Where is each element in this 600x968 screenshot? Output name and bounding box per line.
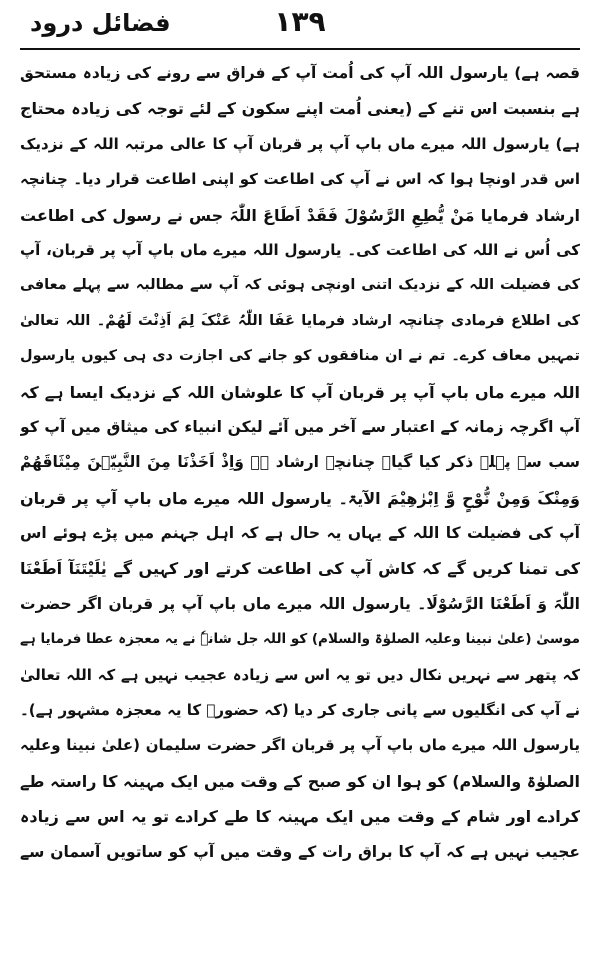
text-line: کی تمنا کریں گے کہ کاش آپ کی اطاعت کرتے اور کہیں گے یٰلَیْتَنَآ اَطَعْنَا [20, 559, 580, 579]
running-title: فضائل درود [30, 9, 171, 37]
text-line: وَمِنْکَ وَمِنْ نُّوْحٍ وَّ اِبْرٰھِیْمَ الآیۃ۔ یارسول اللہ میرے ماں باپ آپ پر قربان [20, 488, 580, 508]
text-line: موسیٰ (علیٰ نبینا وعلیہ الصلوٰۃ والسلام) کو اللہ جل شانہٗ نے یہ معجزہ عطا فرمایا ہے [20, 631, 580, 648]
page-header [20, 0, 580, 52]
text-line: اللہ میرے ماں باپ آپ پر قربان آپ کا علوشان اللہ کے نزدیک ایسا ہے کہ [20, 382, 580, 402]
text-line: قصہ ہے) یارسول اللہ آپ کی اُمت آپ کے فراق سے رونے کی زیادہ مستحق [20, 64, 580, 82]
text-line: آپ اگرچہ زمانہ کے اعتبار سے آخر میں آئے لیکن انبیاء کی میثاق میں آپ کو [20, 417, 580, 436]
text-line: کی اطلاع فرمادی چنانچہ ارشاد فرمایا عَفَا اللّٰہُ عَنْکَ لِمَ اَذِنْتَ لَھُمْ۔ اللہ تعالیٰ [20, 312, 580, 329]
text-line: ہے بنسبت اس تنے کے (یعنی اُمت اپنے سکون کے لئے توجہ کی زیادہ محتاج [20, 99, 580, 119]
page-number: ١٣٩ [274, 5, 326, 38]
text-line: الصلوٰۃ والسلام) کو ہوا ان کو صبح کے وقت میں ایک مہینہ کا راستہ طے [20, 771, 580, 791]
text-line: اس قدر اونچا ہوا کہ اس نے آپ کی اطاعت کو اپنی اطاعت قرار دیا۔ چنانچہ [20, 170, 580, 189]
text-line: یارسول اللہ میرے ماں باپ آپ پر قربان اگر حضرت سلیمان (علیٰ نبینا وعلیہ [20, 736, 580, 755]
text-line: ارشاد فرمایا مَنْ یُّطِعِ الرَّسُوْلَ فَقَدْ اَطَاعَ اللّٰہَ جس نے رسول کی اطاعت [20, 205, 580, 225]
text-line: سب سے پہلے ذکر کیا گیا۔ چنانچہ ارشاد ہے وَاِذْ اَخَذْنَا مِنَ النَّبِیّٖنَ مِیْثَاقَھُمْ [20, 453, 580, 472]
text-line: نے آپ کی انگلیوں سے پانی جاری کر دیا (کہ حضورؐ کا یہ معجزہ مشہور ہے)۔ [20, 701, 580, 720]
text-line: کی اُس نے اللہ کی اطاعت کی۔ یارسول اللہ میرے ماں باپ آپ پر قربان، آپ [20, 240, 580, 259]
text-line: ہے) یارسول اللہ میرے ماں باپ آپ پر قربان آپ کا عالی مرتبہ اللہ کے نزدیک [20, 134, 580, 153]
text-line: کہ پتھر سے نہریں نکال دیں تو یہ اس سے زیادہ عجیب نہیں ہے کہ اللہ تعالیٰ [20, 665, 580, 684]
text-line: کی فضیلت اللہ کے نزدیک اتنی اونچی ہوئی کہ آپ سے مطالبہ سے پہلے معافی [20, 277, 580, 294]
text-line: عجیب نہیں ہے کہ آپ کا براق رات کے وقت میں آپ کو ساتویں آسمان سے [20, 842, 580, 861]
body-text [20, 56, 580, 870]
text-line: تمہیں معاف کرے۔ تم نے ان منافقوں کو جانے کی اجازت دی ہی کیوں یارسول [20, 348, 580, 365]
text-line: آپ کی فضیلت کا اللہ کے یہاں یہ حال ہے کہ اہل جہنم میں پڑے ہوئے اس [20, 524, 580, 543]
text-line: اللّٰہَ وَ اَطَعْنَا الرَّسُوْلَا۔ یارسول اللہ میرے ماں باپ آپ پر قربان اگر حضرت [20, 594, 580, 613]
header-divider [20, 48, 580, 50]
text-line: کرادے اور شام کے وقت میں ایک مہینہ کا طے کرادے تو یہ اس سے زیادہ [20, 807, 580, 827]
